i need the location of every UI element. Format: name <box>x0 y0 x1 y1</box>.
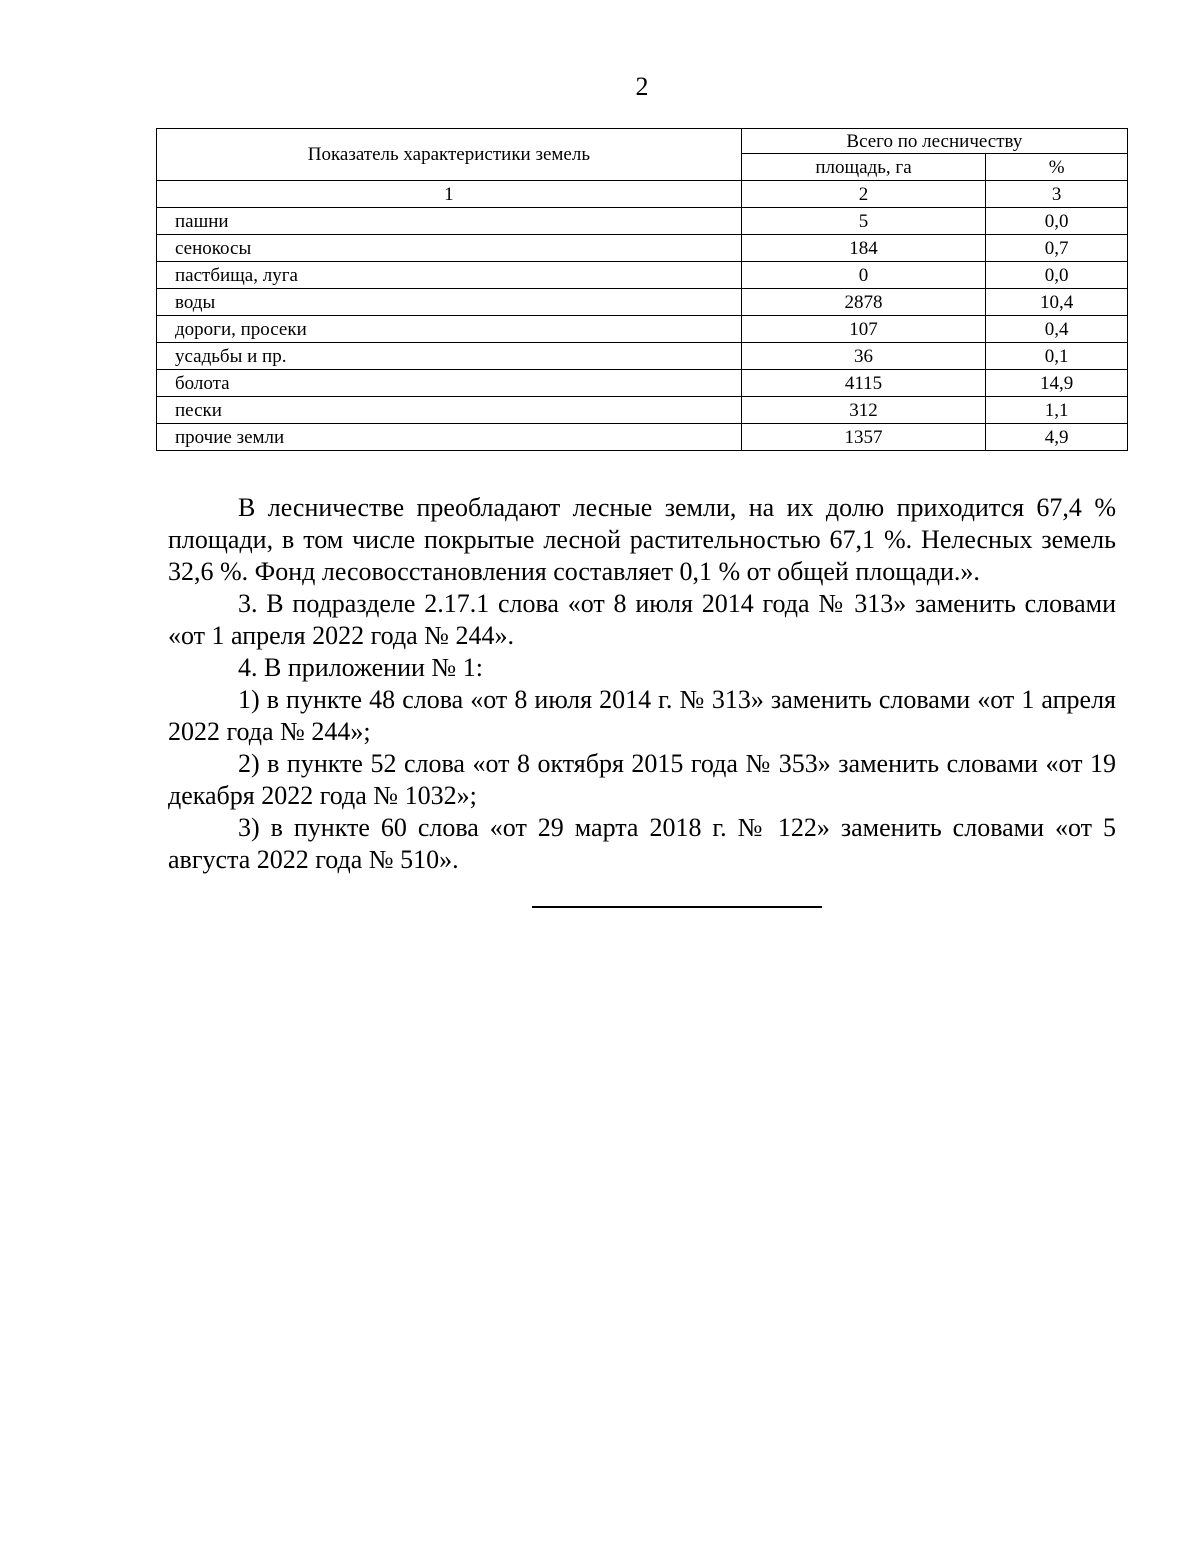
row-name: пески <box>157 397 742 424</box>
paragraph-subitem-2: 2) в пункте 52 слова «от 8 октября 2015 года № 353» заменить словами «от 19 декабря 2022 года № 1032»; <box>168 749 1116 810</box>
row-percent: 0,1 <box>986 343 1128 370</box>
row-name: дороги, просеки <box>157 316 742 343</box>
row-name: пастбища, луга <box>157 262 742 289</box>
row-area: 1357 <box>741 424 986 451</box>
table-row <box>157 235 1128 262</box>
row-name: пашни <box>157 208 742 235</box>
column-number-1: 1 <box>157 181 742 208</box>
land-characteristics-table <box>156 128 1128 451</box>
row-area: 5 <box>741 208 986 235</box>
row-name: усадьбы и пр. <box>157 343 742 370</box>
column-number-2: 2 <box>741 181 986 208</box>
table-row <box>157 370 1128 397</box>
column-numbers-row <box>157 181 1128 208</box>
row-percent: 0,4 <box>986 316 1128 343</box>
row-area: 4115 <box>741 370 986 397</box>
table-row <box>157 316 1128 343</box>
header-indicator: Показатель характеристики земель <box>157 129 742 181</box>
table-header-row-1 <box>157 129 1128 154</box>
paragraph-item-3: 3. В подразделе 2.17.1 слова «от 8 июля 2014 года № 313» заменить словами «от 1 апреля 2022 года № 244». <box>168 589 1116 650</box>
row-percent: 14,9 <box>986 370 1128 397</box>
table-row <box>157 262 1128 289</box>
row-percent: 10,4 <box>986 289 1128 316</box>
page-number: 2 <box>635 72 649 101</box>
paragraph-item-4: 4. В приложении № 1: <box>238 653 483 682</box>
row-percent: 0,0 <box>986 262 1128 289</box>
row-area: 36 <box>741 343 986 370</box>
header-percent: % <box>986 154 1128 181</box>
row-area: 2878 <box>741 289 986 316</box>
column-number-3: 3 <box>986 181 1128 208</box>
row-name: прочие земли <box>157 424 742 451</box>
row-area: 184 <box>741 235 986 262</box>
row-percent: 4,9 <box>986 424 1128 451</box>
table-row <box>157 424 1128 451</box>
row-percent: 0,0 <box>986 208 1128 235</box>
row-area: 0 <box>741 262 986 289</box>
row-name: воды <box>157 289 742 316</box>
row-area: 312 <box>741 397 986 424</box>
table-row <box>157 397 1128 424</box>
row-area: 107 <box>741 316 986 343</box>
header-area: площадь, га <box>741 154 986 181</box>
paragraph-subitem-3: 3) в пункте 60 слова «от 29 марта 2018 г. № 122» заменить словами «от 5 августа 2022 года № 510». <box>168 813 1116 874</box>
paragraph-subitem-1: 1) в пункте 48 слова «от 8 июля 2014 г. № 313» заменить словами «от 1 апреля 2022 года № 244»; <box>168 685 1116 746</box>
table-row <box>157 208 1128 235</box>
table-row <box>157 343 1128 370</box>
row-name: сенокосы <box>157 235 742 262</box>
table-row <box>157 289 1128 316</box>
row-percent: 0,7 <box>986 235 1128 262</box>
document-body <box>168 492 1116 876</box>
paragraph-forest-summary: В лесничестве преобладают лесные земли, на их долю приходится 67,4 % площади, в том числе покрытые лесной растительностью 67,1 %. Нелесных земель 32,6 %. Фонд лесовосстановления составляет 0,1 % от общей площади.». <box>168 493 1116 586</box>
row-percent: 1,1 <box>986 397 1128 424</box>
end-separator-line <box>532 906 822 908</box>
row-name: болота <box>157 370 742 397</box>
header-group: Всего по лесничеству <box>741 129 1127 154</box>
